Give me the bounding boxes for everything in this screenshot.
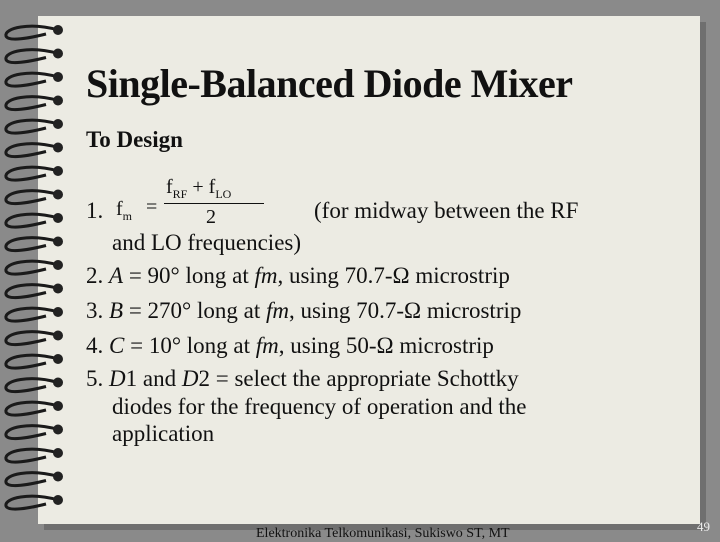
list-item-4: 4. C = 10° long at fm, using 50-Ω microstrip [86, 333, 494, 358]
binding-hole [53, 143, 63, 153]
item5-continuation-1: diodes for the frequency of operation and the [112, 394, 527, 419]
binding-hole [53, 260, 63, 270]
spiral-binding [0, 0, 80, 540]
binding-hole [53, 72, 63, 82]
binding-hole [53, 495, 63, 505]
item1-continuation: and LO frequencies) [112, 230, 302, 255]
binding-ring [6, 402, 58, 415]
fraction-bar [164, 203, 264, 204]
binding-ring [6, 26, 58, 39]
binding-ring [6, 332, 58, 345]
binding-hole [53, 354, 63, 364]
list-item-3: 3. B = 270° long at fm, using 70.7-Ω microstrip [86, 298, 522, 323]
binding-hole [53, 96, 63, 106]
list-item-2: 2. A = 90° long at fm, using 70.7-Ω microstrip [86, 263, 510, 288]
item-number: 1. [86, 198, 104, 223]
formula-equals: = [146, 196, 158, 218]
formula-lhs: $f_m$ [116, 198, 133, 223]
binding-hole [53, 425, 63, 435]
binding-hole [53, 49, 63, 59]
binding-ring [6, 379, 58, 392]
binding-ring [6, 214, 58, 227]
binding-ring [6, 238, 58, 251]
binding-ring [6, 167, 58, 180]
formula-denominator: 2 [206, 206, 216, 228]
list-item-1 [86, 198, 103, 224]
binding-ring [6, 426, 58, 439]
subtitle: To Design [86, 127, 183, 152]
binding-hole [53, 166, 63, 176]
binding-hole [53, 448, 63, 458]
binding-hole [53, 472, 63, 482]
binding-ring [6, 97, 58, 110]
binding-ring [6, 449, 58, 462]
binding-ring [6, 285, 58, 298]
formula-numerator: $f_{RF} + f_{LO}$ [166, 176, 232, 201]
binding-hole [53, 119, 63, 129]
formula-fm [116, 176, 256, 230]
binding-hole [53, 378, 63, 388]
binding-ring [6, 308, 58, 321]
binding-ring [6, 355, 58, 368]
binding-hole [53, 25, 63, 35]
item1-text: (for midway between the RF [314, 198, 579, 223]
binding-hole [53, 307, 63, 317]
binding-ring [6, 191, 58, 204]
binding-ring [6, 144, 58, 157]
page-title: Single-Balanced Diode Mixer [86, 61, 573, 106]
binding-hole [53, 284, 63, 294]
item5-continuation-2: application [112, 421, 215, 446]
footer-text: Elektronika Telkomunikasi, Sukiswo ST, MT [256, 526, 510, 541]
binding-hole [53, 331, 63, 341]
binding-ring [6, 261, 58, 274]
page-number: 49 [697, 519, 710, 534]
binding-hole [53, 213, 63, 223]
list-item-5: 5. D1 and D2 = select the appropriate Schottky [86, 366, 519, 391]
binding-ring [6, 496, 58, 509]
binding-hole [53, 190, 63, 200]
binding-ring [6, 50, 58, 63]
binding-ring [6, 473, 58, 486]
binding-hole [53, 401, 63, 411]
binding-ring [6, 73, 58, 86]
binding-ring [6, 120, 58, 133]
binding-hole [53, 237, 63, 247]
